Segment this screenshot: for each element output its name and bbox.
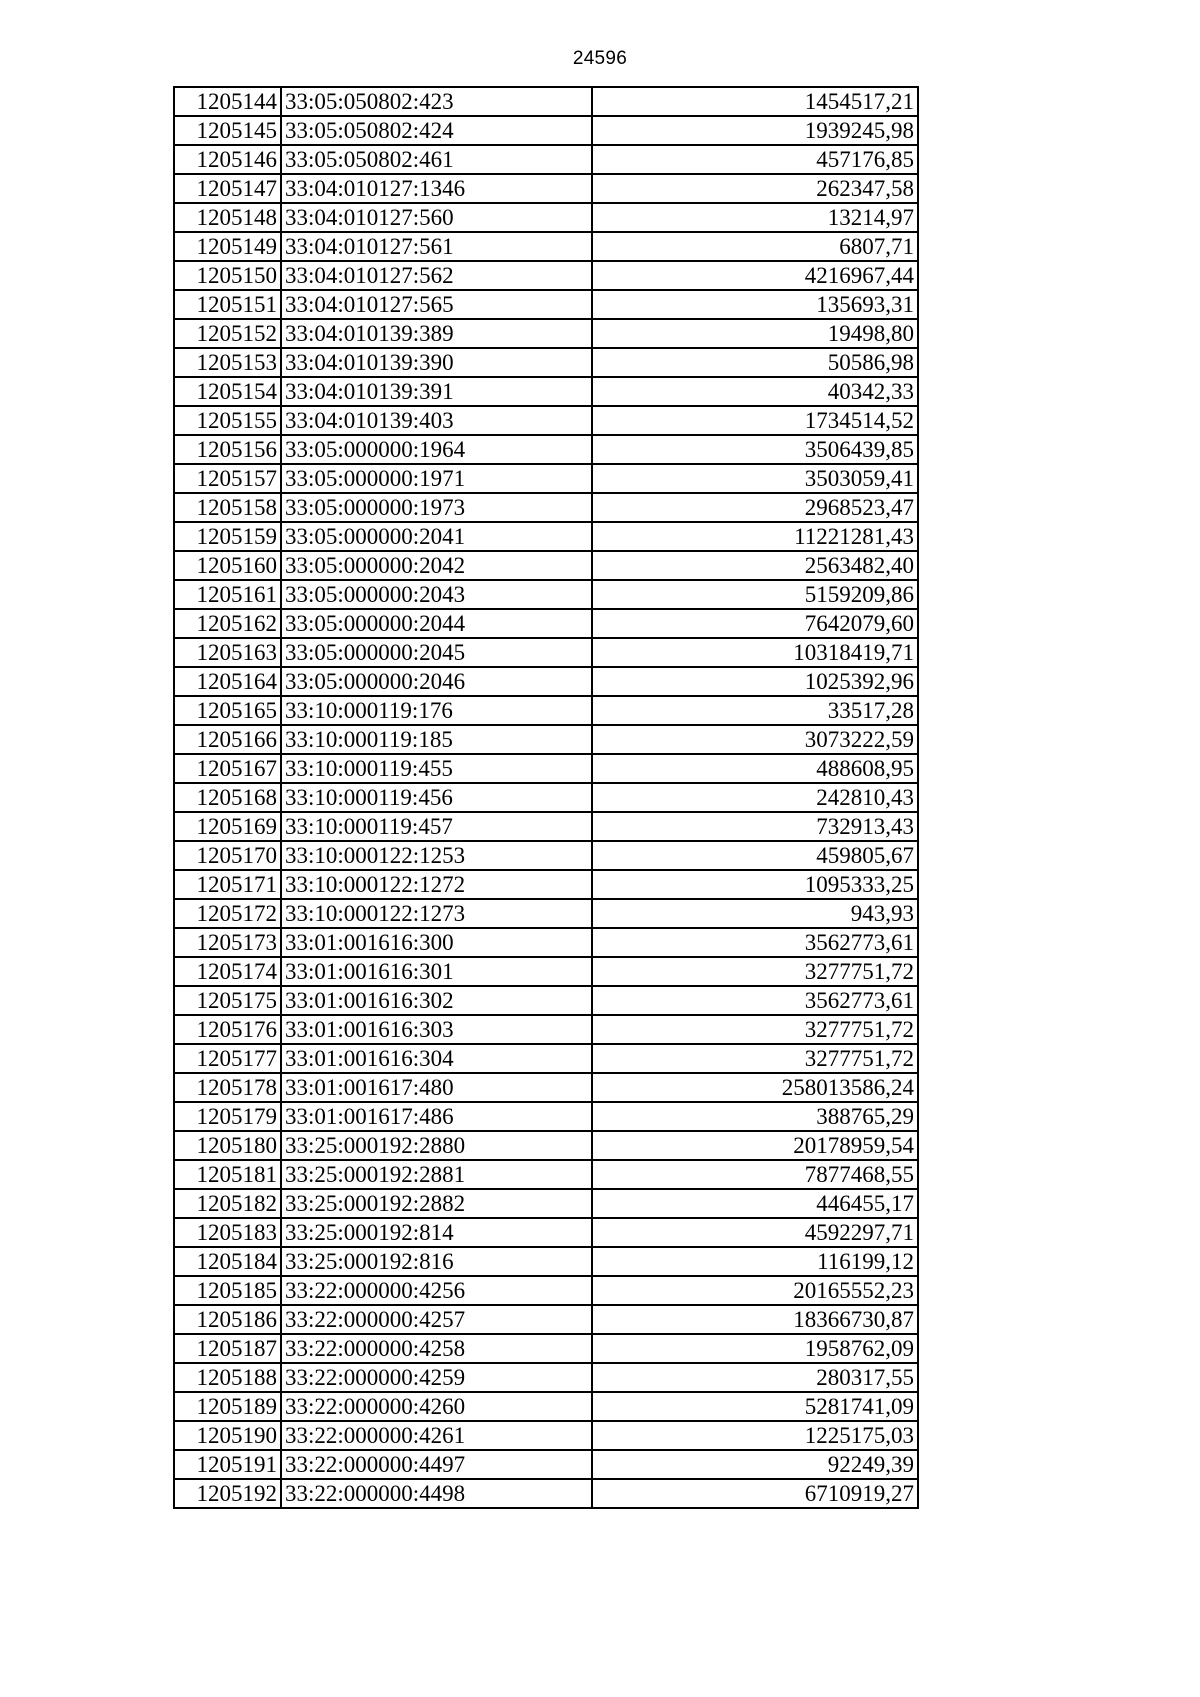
value-cell: 3503059,41 xyxy=(592,464,918,493)
value-cell: 6807,71 xyxy=(592,232,918,261)
value-cell: 7642079,60 xyxy=(592,609,918,638)
table-row xyxy=(174,551,918,580)
value-cell: 459805,67 xyxy=(592,841,918,870)
cadastral-number-cell: 33:22:000000:4261 xyxy=(281,1421,592,1450)
value-cell: 5159209,86 xyxy=(592,580,918,609)
value-cell: 3277751,72 xyxy=(592,957,918,986)
table-row xyxy=(174,841,918,870)
row-id-cell: 1205156 xyxy=(174,435,281,464)
table-row xyxy=(174,1421,918,1450)
value-cell: 7877468,55 xyxy=(592,1160,918,1189)
row-id-cell: 1205164 xyxy=(174,667,281,696)
cadastral-number-cell: 33:10:000119:457 xyxy=(281,812,592,841)
row-id-cell: 1205177 xyxy=(174,1044,281,1073)
row-id-cell: 1205154 xyxy=(174,377,281,406)
value-cell: 4592297,71 xyxy=(592,1218,918,1247)
value-cell: 732913,43 xyxy=(592,812,918,841)
value-cell: 1225175,03 xyxy=(592,1421,918,1450)
row-id-cell: 1205170 xyxy=(174,841,281,870)
value-cell: 258013586,24 xyxy=(592,1073,918,1102)
cadastral-number-cell: 33:22:000000:4497 xyxy=(281,1450,592,1479)
row-id-cell: 1205162 xyxy=(174,609,281,638)
row-id-cell: 1205163 xyxy=(174,638,281,667)
cadastral-number-cell: 33:10:000119:455 xyxy=(281,754,592,783)
row-id-cell: 1205168 xyxy=(174,783,281,812)
table-row xyxy=(174,493,918,522)
cadastral-number-cell: 33:04:010127:562 xyxy=(281,261,592,290)
table-row xyxy=(174,1363,918,1392)
table-row xyxy=(174,145,918,174)
cadastral-number-cell: 33:01:001617:480 xyxy=(281,1073,592,1102)
value-cell: 3277751,72 xyxy=(592,1015,918,1044)
cadastral-number-cell: 33:25:000192:2881 xyxy=(281,1160,592,1189)
row-id-cell: 1205171 xyxy=(174,870,281,899)
table-row xyxy=(174,116,918,145)
value-cell: 1734514,52 xyxy=(592,406,918,435)
table-row xyxy=(174,1102,918,1131)
row-id-cell: 1205185 xyxy=(174,1276,281,1305)
value-cell: 3277751,72 xyxy=(592,1044,918,1073)
cadastral-number-cell: 33:01:001617:486 xyxy=(281,1102,592,1131)
row-id-cell: 1205160 xyxy=(174,551,281,580)
value-cell: 20178959,54 xyxy=(592,1131,918,1160)
row-id-cell: 1205146 xyxy=(174,145,281,174)
table-row xyxy=(174,1189,918,1218)
row-id-cell: 1205174 xyxy=(174,957,281,986)
cadastral-number-cell: 33:04:010127:565 xyxy=(281,290,592,319)
cadastral-number-cell: 33:04:010139:390 xyxy=(281,348,592,377)
row-id-cell: 1205176 xyxy=(174,1015,281,1044)
value-cell: 40342,33 xyxy=(592,377,918,406)
value-cell: 1939245,98 xyxy=(592,116,918,145)
value-cell: 262347,58 xyxy=(592,174,918,203)
row-id-cell: 1205155 xyxy=(174,406,281,435)
cadastral-number-cell: 33:04:010139:389 xyxy=(281,319,592,348)
table-row xyxy=(174,783,918,812)
value-cell: 1958762,09 xyxy=(592,1334,918,1363)
value-cell: 3562773,61 xyxy=(592,986,918,1015)
row-id-cell: 1205190 xyxy=(174,1421,281,1450)
cadastral-number-cell: 33:05:000000:2041 xyxy=(281,522,592,551)
row-id-cell: 1205182 xyxy=(174,1189,281,1218)
value-cell: 20165552,23 xyxy=(592,1276,918,1305)
row-id-cell: 1205187 xyxy=(174,1334,281,1363)
value-cell: 2563482,40 xyxy=(592,551,918,580)
table-row xyxy=(174,986,918,1015)
cadastral-number-cell: 33:25:000192:816 xyxy=(281,1247,592,1276)
row-id-cell: 1205173 xyxy=(174,928,281,957)
cadastral-number-cell: 33:04:010139:403 xyxy=(281,406,592,435)
table-row xyxy=(174,1160,918,1189)
table-row xyxy=(174,725,918,754)
cadastral-number-cell: 33:10:000119:176 xyxy=(281,696,592,725)
value-cell: 11221281,43 xyxy=(592,522,918,551)
value-cell: 242810,43 xyxy=(592,783,918,812)
row-id-cell: 1205188 xyxy=(174,1363,281,1392)
cadastral-number-cell: 33:01:001616:303 xyxy=(281,1015,592,1044)
row-id-cell: 1205180 xyxy=(174,1131,281,1160)
value-cell: 1095333,25 xyxy=(592,870,918,899)
value-cell: 116199,12 xyxy=(592,1247,918,1276)
row-id-cell: 1205157 xyxy=(174,464,281,493)
value-cell: 18366730,87 xyxy=(592,1305,918,1334)
row-id-cell: 1205152 xyxy=(174,319,281,348)
row-id-cell: 1205150 xyxy=(174,261,281,290)
table-row xyxy=(174,1305,918,1334)
value-cell: 50586,98 xyxy=(592,348,918,377)
row-id-cell: 1205161 xyxy=(174,580,281,609)
row-id-cell: 1205167 xyxy=(174,754,281,783)
cadastral-number-cell: 33:05:000000:2042 xyxy=(281,551,592,580)
value-cell: 2968523,47 xyxy=(592,493,918,522)
value-cell: 92249,39 xyxy=(592,1450,918,1479)
registry-table-body xyxy=(174,87,918,1508)
cadastral-number-cell: 33:10:000119:185 xyxy=(281,725,592,754)
cadastral-number-cell: 33:22:000000:4260 xyxy=(281,1392,592,1421)
row-id-cell: 1205148 xyxy=(174,203,281,232)
value-cell: 3073222,59 xyxy=(592,725,918,754)
row-id-cell: 1205144 xyxy=(174,87,281,116)
row-id-cell: 1205149 xyxy=(174,232,281,261)
value-cell: 388765,29 xyxy=(592,1102,918,1131)
value-cell: 135693,31 xyxy=(592,290,918,319)
table-row xyxy=(174,928,918,957)
table-row xyxy=(174,638,918,667)
cadastral-number-cell: 33:05:050802:423 xyxy=(281,87,592,116)
cadastral-number-cell: 33:05:050802:424 xyxy=(281,116,592,145)
cadastral-number-cell: 33:04:010127:560 xyxy=(281,203,592,232)
cadastral-number-cell: 33:05:000000:2045 xyxy=(281,638,592,667)
value-cell: 943,93 xyxy=(592,899,918,928)
table-row xyxy=(174,348,918,377)
row-id-cell: 1205179 xyxy=(174,1102,281,1131)
value-cell: 280317,55 xyxy=(592,1363,918,1392)
table-row xyxy=(174,667,918,696)
table-row xyxy=(174,812,918,841)
table-row xyxy=(174,1276,918,1305)
value-cell: 488608,95 xyxy=(592,754,918,783)
cadastral-number-cell: 33:01:001616:304 xyxy=(281,1044,592,1073)
table-row xyxy=(174,1247,918,1276)
registry-table xyxy=(173,86,919,1509)
table-row xyxy=(174,1334,918,1363)
table-row xyxy=(174,1044,918,1073)
cadastral-number-cell: 33:05:050802:461 xyxy=(281,145,592,174)
value-cell: 6710919,27 xyxy=(592,1479,918,1508)
cadastral-number-cell: 33:04:010127:1346 xyxy=(281,174,592,203)
page-number: 24596 xyxy=(572,48,628,69)
row-id-cell: 1205192 xyxy=(174,1479,281,1508)
table-row xyxy=(174,609,918,638)
value-cell: 13214,97 xyxy=(592,203,918,232)
value-cell: 19498,80 xyxy=(592,319,918,348)
value-cell: 446455,17 xyxy=(592,1189,918,1218)
table-row xyxy=(174,203,918,232)
value-cell: 1454517,21 xyxy=(592,87,918,116)
cadastral-number-cell: 33:05:000000:1964 xyxy=(281,435,592,464)
row-id-cell: 1205189 xyxy=(174,1392,281,1421)
cadastral-number-cell: 33:10:000122:1273 xyxy=(281,899,592,928)
cadastral-number-cell: 33:22:000000:4257 xyxy=(281,1305,592,1334)
cadastral-number-cell: 33:22:000000:4498 xyxy=(281,1479,592,1508)
table-row xyxy=(174,319,918,348)
table-row xyxy=(174,1015,918,1044)
row-id-cell: 1205147 xyxy=(174,174,281,203)
row-id-cell: 1205159 xyxy=(174,522,281,551)
table-row xyxy=(174,899,918,928)
table-row xyxy=(174,232,918,261)
table-row xyxy=(174,754,918,783)
cadastral-number-cell: 33:01:001616:301 xyxy=(281,957,592,986)
cadastral-number-cell: 33:25:000192:2880 xyxy=(281,1131,592,1160)
table-row xyxy=(174,1450,918,1479)
row-id-cell: 1205151 xyxy=(174,290,281,319)
cadastral-number-cell: 33:05:000000:1973 xyxy=(281,493,592,522)
table-row xyxy=(174,870,918,899)
cadastral-number-cell: 33:01:001616:302 xyxy=(281,986,592,1015)
table-row xyxy=(174,1479,918,1508)
row-id-cell: 1205178 xyxy=(174,1073,281,1102)
value-cell: 3562773,61 xyxy=(592,928,918,957)
value-cell: 5281741,09 xyxy=(592,1392,918,1421)
cadastral-number-cell: 33:10:000122:1272 xyxy=(281,870,592,899)
row-id-cell: 1205181 xyxy=(174,1160,281,1189)
row-id-cell: 1205191 xyxy=(174,1450,281,1479)
value-cell: 1025392,96 xyxy=(592,667,918,696)
row-id-cell: 1205184 xyxy=(174,1247,281,1276)
cadastral-number-cell: 33:22:000000:4259 xyxy=(281,1363,592,1392)
cadastral-number-cell: 33:25:000192:814 xyxy=(281,1218,592,1247)
cadastral-number-cell: 33:05:000000:2043 xyxy=(281,580,592,609)
table-row xyxy=(174,290,918,319)
table-row xyxy=(174,1392,918,1421)
value-cell: 33517,28 xyxy=(592,696,918,725)
cadastral-number-cell: 33:10:000119:456 xyxy=(281,783,592,812)
row-id-cell: 1205186 xyxy=(174,1305,281,1334)
table-row xyxy=(174,464,918,493)
table-row xyxy=(174,696,918,725)
row-id-cell: 1205175 xyxy=(174,986,281,1015)
table-row xyxy=(174,1131,918,1160)
row-id-cell: 1205145 xyxy=(174,116,281,145)
row-id-cell: 1205165 xyxy=(174,696,281,725)
cadastral-number-cell: 33:05:000000:1971 xyxy=(281,464,592,493)
cadastral-number-cell: 33:10:000122:1253 xyxy=(281,841,592,870)
row-id-cell: 1205183 xyxy=(174,1218,281,1247)
cadastral-number-cell: 33:25:000192:2882 xyxy=(281,1189,592,1218)
table-row xyxy=(174,377,918,406)
value-cell: 10318419,71 xyxy=(592,638,918,667)
cadastral-number-cell: 33:05:000000:2046 xyxy=(281,667,592,696)
value-cell: 457176,85 xyxy=(592,145,918,174)
row-id-cell: 1205169 xyxy=(174,812,281,841)
row-id-cell: 1205153 xyxy=(174,348,281,377)
value-cell: 3506439,85 xyxy=(592,435,918,464)
table-row xyxy=(174,174,918,203)
table-row xyxy=(174,580,918,609)
row-id-cell: 1205158 xyxy=(174,493,281,522)
table-row xyxy=(174,261,918,290)
table-row xyxy=(174,957,918,986)
table-row xyxy=(174,522,918,551)
value-cell: 4216967,44 xyxy=(592,261,918,290)
table-row xyxy=(174,1073,918,1102)
cadastral-number-cell: 33:22:000000:4256 xyxy=(281,1276,592,1305)
table-row xyxy=(174,435,918,464)
table-row xyxy=(174,1218,918,1247)
table-row xyxy=(174,406,918,435)
table-row xyxy=(174,87,918,116)
cadastral-number-cell: 33:22:000000:4258 xyxy=(281,1334,592,1363)
cadastral-number-cell: 33:05:000000:2044 xyxy=(281,609,592,638)
row-id-cell: 1205166 xyxy=(174,725,281,754)
row-id-cell: 1205172 xyxy=(174,899,281,928)
cadastral-number-cell: 33:04:010127:561 xyxy=(281,232,592,261)
cadastral-number-cell: 33:04:010139:391 xyxy=(281,377,592,406)
cadastral-number-cell: 33:01:001616:300 xyxy=(281,928,592,957)
